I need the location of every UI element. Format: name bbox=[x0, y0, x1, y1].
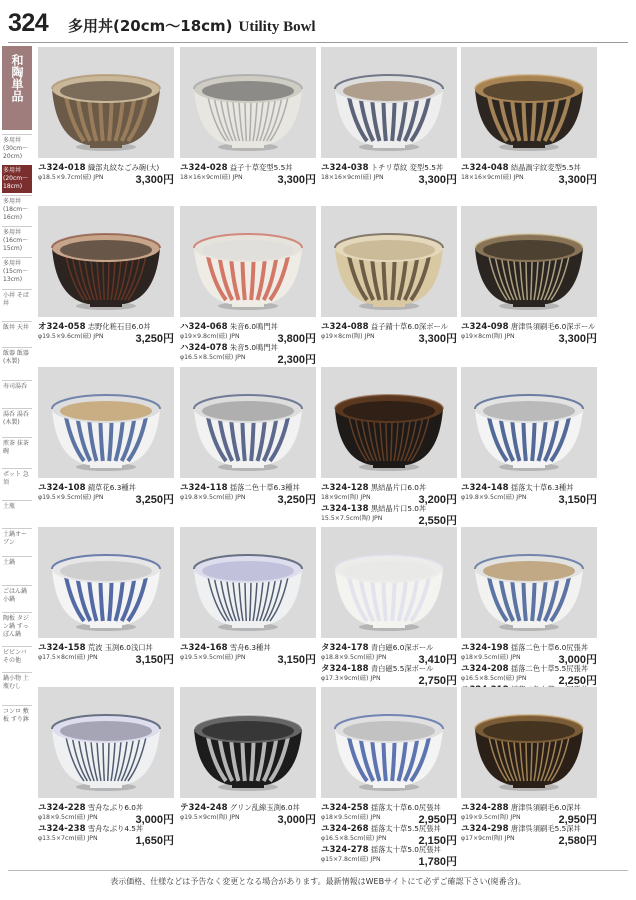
sidebar-item[interactable]: 多用丼 (15cm～13cm) bbox=[2, 257, 32, 285]
bowl-illustration bbox=[38, 206, 174, 317]
product-name: 黒結晶片口6.0丼 bbox=[370, 483, 427, 492]
product-spec: 15.5×7.5cm(陶) JPN bbox=[321, 515, 383, 522]
product-photo[interactable] bbox=[461, 47, 597, 158]
sidebar-item[interactable]: 土瓶 bbox=[2, 500, 32, 522]
product-name: 朱音6.0鳴門丼 bbox=[229, 322, 278, 331]
product-code: ユ324-128 bbox=[321, 483, 369, 493]
product-spec: φ17×9cm(陶) JPN bbox=[461, 835, 515, 842]
category-sidebar bbox=[0, 46, 34, 810]
sidebar-item[interactable]: 多用丼 (16cm～15cm) bbox=[2, 226, 32, 254]
product-photo[interactable] bbox=[321, 47, 457, 158]
bowl-illustration bbox=[461, 527, 597, 638]
product-code: ユ324-208 bbox=[461, 664, 509, 674]
product-price: 3,300円 bbox=[418, 333, 457, 345]
product-price: 3,150円 bbox=[277, 654, 316, 666]
product-spec: φ18×9.5cm(磁) JPN bbox=[321, 814, 381, 821]
product-price: 3,000円 bbox=[558, 654, 597, 666]
product-code: ユ324-268 bbox=[321, 824, 369, 834]
product-code: テ324-248 bbox=[180, 803, 228, 813]
product-spec: φ15×7.8cm(磁) JPN bbox=[321, 856, 381, 863]
product-spec: φ16.5×8.5cm(磁) JPN bbox=[321, 835, 387, 842]
product-name: 揺落太十草6.3種丼 bbox=[510, 483, 574, 492]
category-tab[interactable]: 和陶単品 bbox=[2, 46, 32, 130]
product-price: 3,300円 bbox=[558, 174, 597, 186]
bowl-illustration bbox=[321, 527, 457, 638]
product-spec: φ18.8×9.5cm(磁) JPN bbox=[321, 654, 387, 661]
sidebar-item[interactable]: 寿司湯呑 bbox=[2, 380, 32, 398]
product-price: 1,780円 bbox=[418, 856, 457, 868]
product-name: 揺落太十草6.0尻張丼 bbox=[370, 803, 441, 812]
product-spec: φ19.5×9cm(陶) JPN bbox=[180, 814, 240, 821]
product-name: 益子錆十草6.0深ボール bbox=[370, 322, 448, 331]
product-code: ユ324-148 bbox=[461, 483, 509, 493]
product-price: 2,250円 bbox=[558, 675, 597, 687]
product-name: 結晶渦字紋変型5.5丼 bbox=[510, 163, 581, 172]
product-price: 3,150円 bbox=[135, 654, 174, 666]
product-price: 3,000円 bbox=[277, 814, 316, 826]
product-price: 2,580円 bbox=[558, 835, 597, 847]
bowl-illustration bbox=[461, 687, 597, 798]
product-photo[interactable] bbox=[180, 47, 316, 158]
product-name: 織部丸紋なごみ碗(大) bbox=[87, 163, 160, 172]
product-spec: φ19.5×9.5cm(磁) JPN bbox=[38, 494, 104, 501]
sidebar-item[interactable]: 飯丼 天丼 bbox=[2, 321, 32, 343]
product-spec: φ19×8cm(陶) JPN bbox=[461, 333, 515, 340]
product-spec: φ18.5×9.7cm(磁) JPN bbox=[38, 174, 104, 181]
product-price: 3,800円 bbox=[277, 333, 316, 345]
bowl-illustration bbox=[180, 527, 316, 638]
product-name: 唐津呉須刷毛5.5深丼 bbox=[510, 824, 581, 833]
product-code: ユ324-108 bbox=[38, 483, 86, 493]
product-price: 3,000円 bbox=[135, 814, 174, 826]
product-price: 3,300円 bbox=[277, 174, 316, 186]
product-code: ユ324-168 bbox=[180, 643, 228, 653]
product-name: トチリ草紋 変型5.5丼 bbox=[370, 163, 444, 172]
product-code: タ324-178 bbox=[321, 643, 369, 653]
product-spec: φ17.3×9cm(磁) JPN bbox=[321, 675, 381, 682]
product-name: グリン乱線玉渕6.0丼 bbox=[229, 803, 300, 812]
product-code: ユ324-118 bbox=[180, 483, 228, 493]
product-photo[interactable] bbox=[461, 206, 597, 317]
product-code: オ324-058 bbox=[38, 322, 86, 332]
header-divider bbox=[8, 42, 628, 43]
product-name: 唐津呉須刷毛6.0深丼 bbox=[510, 803, 581, 812]
product-code: ハ324-068 bbox=[180, 322, 228, 332]
product-price: 2,750円 bbox=[418, 675, 457, 687]
product-code: ユ324-158 bbox=[38, 643, 86, 653]
sidebar-item[interactable]: ごはん鍋 小鍋 bbox=[2, 585, 32, 609]
product-name: 揺落二色十草5.5尻張丼 bbox=[510, 664, 589, 673]
product-name: 雪舟なぶり4.5丼 bbox=[87, 824, 144, 833]
product-code: ユ324-028 bbox=[180, 163, 228, 173]
product-photo[interactable] bbox=[321, 206, 457, 317]
product-name: 志野化粧石目6.0丼 bbox=[87, 322, 151, 331]
product-photo[interactable] bbox=[180, 527, 316, 638]
sidebar-item[interactable]: 鍋小物 土瓶むし bbox=[2, 672, 32, 700]
footer-note: 表示価格、仕様などは予告なく変更となる場合があります。最新情報はWEBサイトにて必ずご確認下さい(廃番含)。 bbox=[110, 877, 526, 886]
bowl-illustration bbox=[180, 47, 316, 158]
product-spec: 18×16×9cm(磁) JPN bbox=[321, 174, 384, 181]
product-spec: 18×16×9cm(磁) JPN bbox=[461, 174, 524, 181]
product-spec: φ19.8×9.5cm(磁) JPN bbox=[461, 494, 527, 501]
product-code: ユ324-228 bbox=[38, 803, 86, 813]
bowl-illustration bbox=[321, 367, 457, 478]
product-price: 3,250円 bbox=[135, 494, 174, 506]
bowl-illustration bbox=[461, 47, 597, 158]
product-name: 荒波 玉渕6.0浅口丼 bbox=[87, 643, 153, 652]
product-price: 2,950円 bbox=[418, 814, 457, 826]
sidebar-item[interactable]: 煎茶 抹茶碗 bbox=[2, 437, 32, 463]
product-name: 雪舟なぶり6.0丼 bbox=[87, 803, 144, 812]
bowl-illustration bbox=[321, 687, 457, 798]
product-photo[interactable] bbox=[321, 527, 457, 638]
product-price: 2,300円 bbox=[277, 354, 316, 366]
product-photo[interactable] bbox=[461, 687, 597, 798]
product-spec: φ19.5×9.5cm(磁) JPN bbox=[180, 654, 246, 661]
product-code: タ324-188 bbox=[321, 664, 369, 674]
product-spec: φ13.5×7cm(磁) JPN bbox=[38, 835, 98, 842]
product-photo[interactable] bbox=[321, 367, 457, 478]
sidebar-item[interactable]: 土鍋オーブン bbox=[2, 528, 32, 550]
product-photo[interactable] bbox=[461, 367, 597, 478]
sidebar-item[interactable]: 多用丼 (20cm～18cm) bbox=[2, 165, 32, 193]
bowl-illustration bbox=[38, 47, 174, 158]
product-photo[interactable] bbox=[321, 687, 457, 798]
product-price: 2,550円 bbox=[418, 515, 457, 527]
product-price: 2,150円 bbox=[418, 835, 457, 847]
product-photo[interactable] bbox=[38, 687, 174, 798]
sidebar-item[interactable]: 小丼 そば丼 bbox=[2, 289, 32, 311]
product-code: ユ324-288 bbox=[461, 803, 509, 813]
product-spec: φ19.8×9.5cm(磁) JPN bbox=[180, 494, 246, 501]
product-photo[interactable] bbox=[461, 527, 597, 638]
product-name: 揺落太十草5.5尻張丼 bbox=[370, 824, 441, 833]
sidebar-item[interactable]: ビビンバ その他 bbox=[2, 646, 32, 668]
product-spec: φ19×9.8cm(磁) JPN bbox=[180, 333, 240, 340]
product-name: 唐津呉須刷毛6.0深ボール bbox=[510, 322, 596, 331]
product-photo[interactable] bbox=[38, 367, 174, 478]
sidebar-item[interactable]: 湯呑 湯呑(木製) bbox=[2, 408, 32, 432]
product-price: 3,300円 bbox=[418, 174, 457, 186]
product-name: 黒結晶片口5.0丼 bbox=[370, 504, 427, 513]
product-spec: φ18×9.5cm(磁) JPN bbox=[38, 814, 98, 821]
bowl-illustration bbox=[461, 367, 597, 478]
product-spec: φ16.5×8.5cm(磁) JPN bbox=[461, 675, 527, 682]
footer-divider bbox=[8, 870, 628, 871]
product-code: ユ324-298 bbox=[461, 824, 509, 834]
product-price: 3,200円 bbox=[418, 494, 457, 506]
sidebar-item[interactable]: 陶板 タジン鍋 すっぽん鍋 bbox=[2, 612, 32, 642]
product-name: 青白磁6.0深ボール bbox=[370, 643, 434, 652]
bowl-illustration bbox=[38, 527, 174, 638]
product-photo[interactable] bbox=[38, 47, 174, 158]
title-en: Utility Bowl bbox=[238, 19, 316, 35]
product-name: 揺落太十草5.0尻張丼 bbox=[370, 845, 441, 854]
product-price: 1,650円 bbox=[135, 835, 174, 847]
product-code: ユ324-238 bbox=[38, 824, 86, 834]
product-price: 2,950円 bbox=[558, 814, 597, 826]
bowl-illustration bbox=[38, 367, 174, 478]
product-price: 3,300円 bbox=[558, 333, 597, 345]
product-spec: φ19×8cm(陶) JPN bbox=[321, 333, 375, 340]
product-code: ユ324-038 bbox=[321, 163, 369, 173]
product-photo[interactable] bbox=[180, 206, 316, 317]
product-code: ユ324-258 bbox=[321, 803, 369, 813]
product-spec: 18×9cm(陶) JPN bbox=[321, 494, 371, 501]
bowl-illustration bbox=[180, 206, 316, 317]
product-code: ユ324-138 bbox=[321, 504, 369, 514]
product-code: ユ324-018 bbox=[38, 163, 86, 173]
product-name: 揺落二色十草6.3種丼 bbox=[229, 483, 300, 492]
product-photo[interactable] bbox=[38, 527, 174, 638]
product-spec: 18×16×9cm(磁) JPN bbox=[180, 174, 243, 181]
sidebar-item[interactable]: 多用丼 (30cm～20cm) bbox=[2, 134, 32, 162]
product-name: 錆草花6.3種丼 bbox=[87, 483, 136, 492]
bowl-illustration bbox=[321, 47, 457, 158]
page-number: 324 bbox=[8, 9, 49, 37]
sidebar-item[interactable]: 土鍋 bbox=[2, 556, 32, 578]
sidebar-item[interactable]: 飯器 飯器(木製) bbox=[2, 347, 32, 375]
page-header bbox=[0, 0, 636, 44]
bowl-illustration bbox=[461, 206, 597, 317]
product-photo[interactable] bbox=[180, 367, 316, 478]
product-code: ユ324-048 bbox=[461, 163, 509, 173]
product-spec: φ18×9.5cm(磁) JPN bbox=[461, 654, 521, 661]
product-photo[interactable] bbox=[180, 687, 316, 798]
product-spec: φ17.5×8cm(磁) JPN bbox=[38, 654, 98, 661]
product-code: ユ324-088 bbox=[321, 322, 369, 332]
product-photo[interactable] bbox=[38, 206, 174, 317]
product-price: 3,250円 bbox=[277, 494, 316, 506]
product-code: ユ324-098 bbox=[461, 322, 509, 332]
bowl-illustration bbox=[38, 687, 174, 798]
product-name: 揺落二色十草6.0尻張丼 bbox=[510, 643, 589, 652]
product-name: 青白磁5.5深ボール bbox=[370, 664, 434, 673]
product-code: ハ324-078 bbox=[180, 343, 228, 353]
bowl-illustration bbox=[321, 206, 457, 317]
product-spec: φ16.5×8.5cm(磁) JPN bbox=[180, 354, 246, 361]
product-price: 3,250円 bbox=[135, 333, 174, 345]
product-price: 3,150円 bbox=[558, 494, 597, 506]
bowl-illustration bbox=[180, 687, 316, 798]
product-spec: φ19.5×9.6cm(磁) JPN bbox=[38, 333, 104, 340]
product-name: 益子十草変型5.5丼 bbox=[229, 163, 293, 172]
sidebar-item[interactable]: コンロ 敷板 すり鉢 bbox=[2, 705, 32, 737]
product-price: 3,410円 bbox=[418, 654, 457, 666]
product-spec: φ19×9.5cm(陶) JPN bbox=[461, 814, 521, 821]
product-code: ユ324-198 bbox=[461, 643, 509, 653]
sidebar-item[interactable]: ポット 急須 bbox=[2, 468, 32, 494]
product-name: 雪舟6.3種丼 bbox=[229, 643, 271, 652]
bowl-illustration bbox=[180, 367, 316, 478]
title-jp: 多用丼(20cm～18cm) bbox=[68, 17, 233, 35]
page-title bbox=[68, 15, 316, 36]
product-name: 朱音5.0鳴門丼 bbox=[229, 343, 278, 352]
product-code: ユ324-278 bbox=[321, 845, 369, 855]
sidebar-item[interactable]: 多用丼 (18cm～16cm) bbox=[2, 195, 32, 223]
product-price: 3,300円 bbox=[135, 174, 174, 186]
